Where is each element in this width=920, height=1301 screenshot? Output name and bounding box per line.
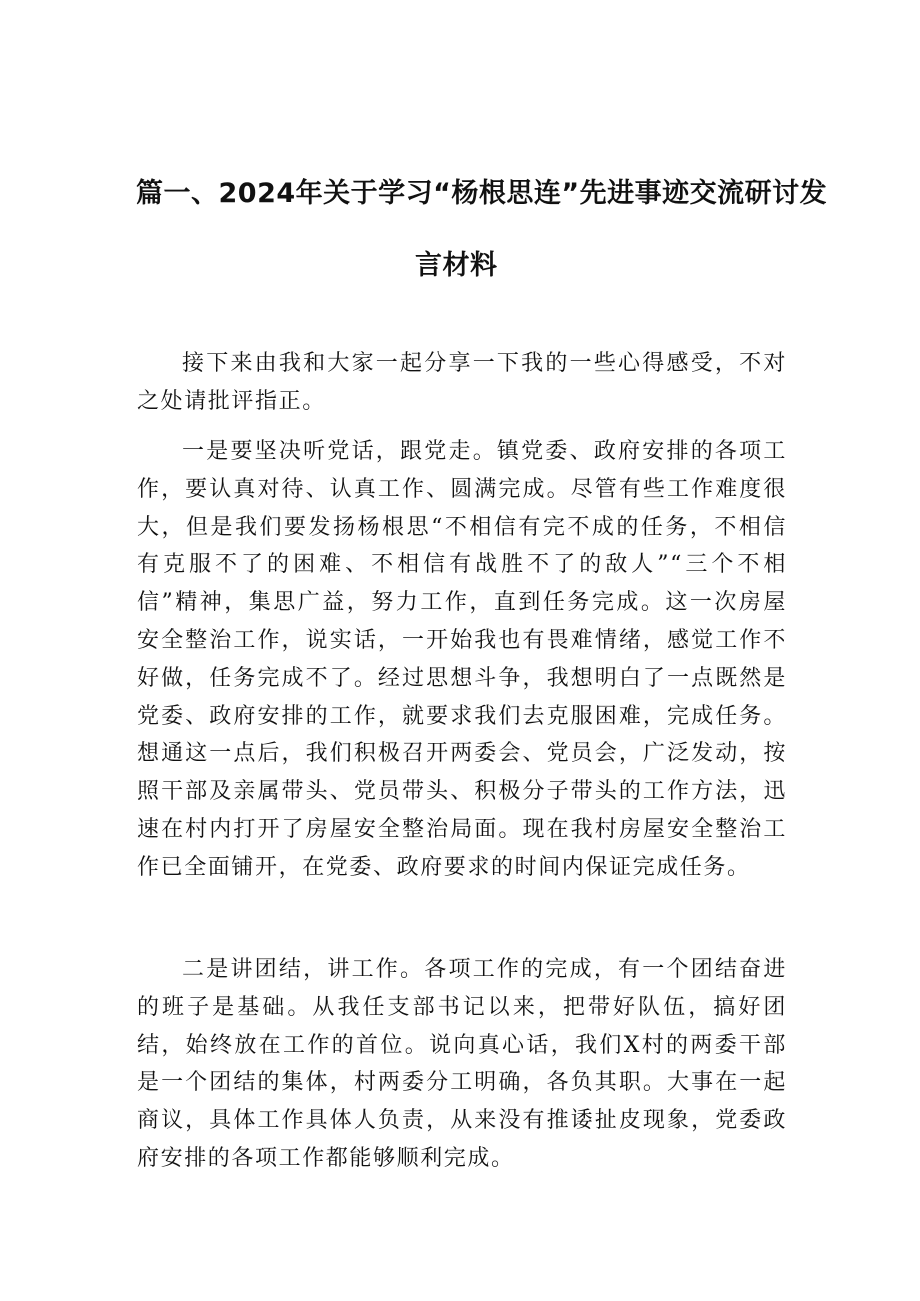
paragraph-point-one: 一是要坚决听党话，跟党走。镇党委、政府安排的各项工作，要认真对待、认真工作、圆满完成。尽管有些工作难度很大，但是我们要发扬杨根思“不相信有完不成的任务，不相信有克服不了的困难、不相信有战胜不了的敌人”“三个不相信”精神，集思广益，努力工作，直到任务完成。这一次房屋安全整治工作，说实话，一开始我也有畏难情绪，感觉工作不好做，任务完成不了。经过思想斗争，我想明白了一点既然是党委、政府安排的工作，就要求我们去克服困难，完成任务。想通这一点后，我们积极召开两委会、党员会，广泛发动，按照干部及亲属带头、党员带头、积极分子带头的工作方法，迅速在村内打开了房屋安全整治局面。现在我村房屋安全整治工作已全面铺开，在党委、政府要求的时间内保证完成任务。 (137, 439, 787, 880)
document-title-line-1: 篇一、2024年关于学习“杨根思连”先进事迹交流研讨发 (136, 178, 828, 209)
document-title-line-2: 言材料 (415, 250, 498, 281)
paragraph-intro: 接下来由我和大家一起分享一下我的一些心得感受，不对之处请批评指正。 (137, 351, 787, 414)
paragraph-point-two: 二是讲团结，讲工作。各项工作的完成，有一个团结奋进的班子是基础。从我任支部书记以来，把带好队伍，搞好团结，始终放在工作的首位。说向真心话，我们X村的两委干部是一个团结的集体，村两委分工明确，各负其职。大事在一起商议，具体工作具体人负责，从来没有推诿扯皮现象，党委政府安排的各项工作都能够顺利完成。 (137, 957, 787, 1171)
